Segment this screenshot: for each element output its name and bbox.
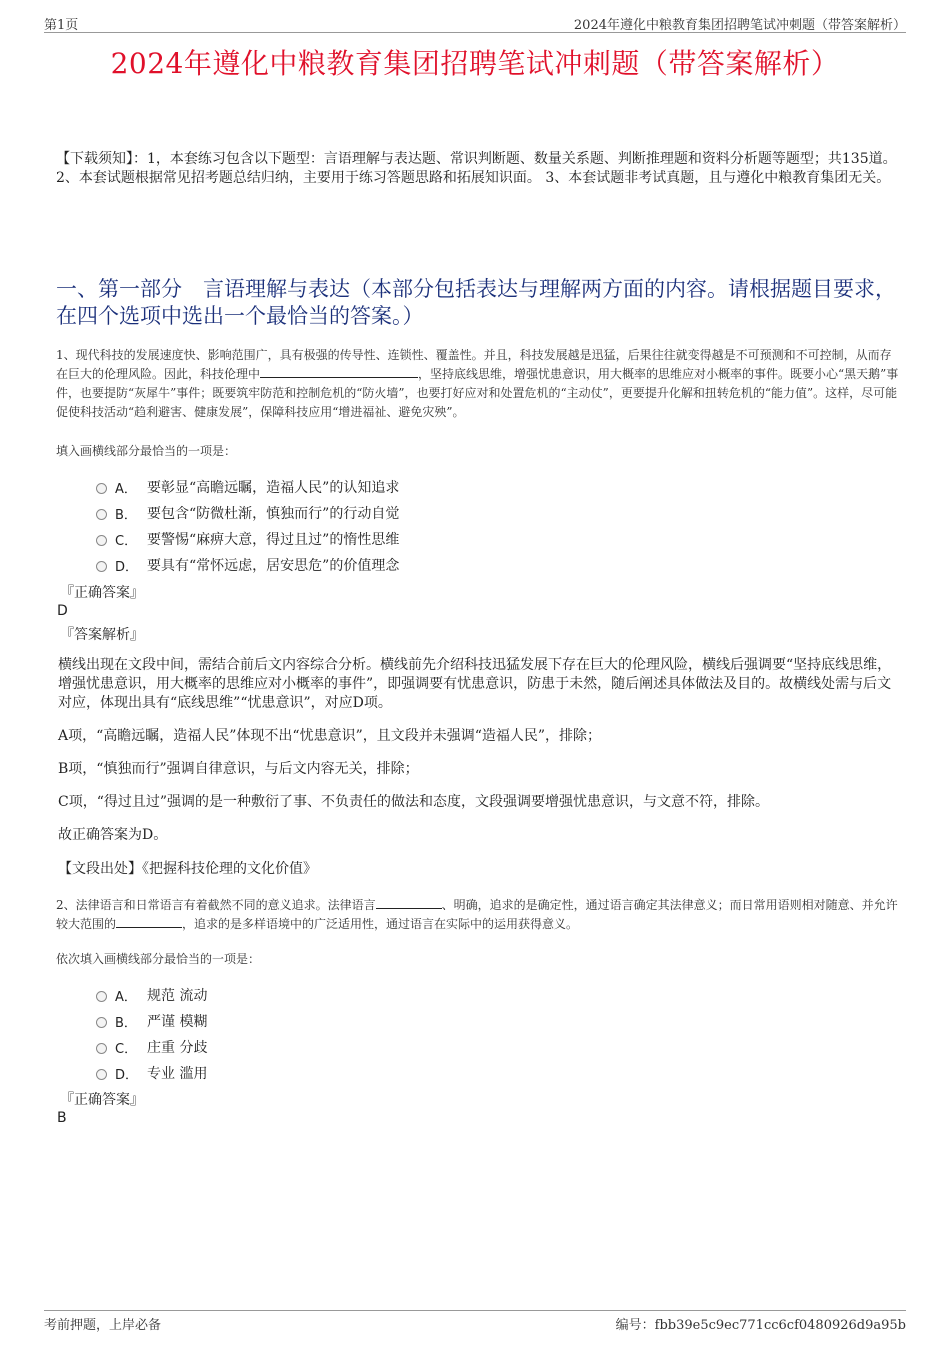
question-2-blank-1 <box>376 896 442 909</box>
document-title: 2024年遵化中粮教育集团招聘笔试冲刺题（带答案解析） <box>110 47 840 80</box>
question-1-text <box>56 346 901 422</box>
option-text: 要具有“常怀远虑，居安思危”的价值理念 <box>147 558 400 574</box>
option-text: 要包含“防微杜渐，慎独而行”的行动自觉 <box>147 506 400 522</box>
radio-icon[interactable] <box>96 483 107 494</box>
question-1-blank <box>260 365 418 378</box>
question-1-text-part2: ，坚持底线思维，增强忧患意识，用大概率的思维应对小概率的事件。既要小心“黑天鹅”事件，也要提防“灰犀牛”事件；既要筑牢防范和控制危机的“防火墙”，也要打好应对和处置危机的“主动仗”，更要提升化解和扭转危机的“能力值”。这样，尽可能促使科技活动“趋利避害、健康发展”，保障科技应用“增进福祉、避免灾殃”。 <box>56 367 899 419</box>
radio-icon[interactable] <box>96 1069 107 1080</box>
question-2-text-part2: 、明确，追求的是确定性，通过语言确定其法律意义；而日常用语则相对随意、并允许较大范围的 <box>56 898 898 931</box>
question-1-source: 【文段出处】《把握科技伦理的文化价值》 <box>58 861 317 877</box>
question-2-blank-2 <box>116 915 182 928</box>
radio-icon[interactable] <box>96 991 107 1002</box>
footer-document-id: 编号：fbb39e5c9ec771cc6cf0480926d9a95b <box>615 1318 906 1333</box>
option-letter: A． <box>115 481 137 497</box>
radio-icon[interactable] <box>96 1043 107 1054</box>
download-notice: 【下载须知】：1，本套练习包含以下题型：言语理解与表达题、常识判断题、数量关系题、判断推理题和资料分析题等题型；共135道。 2、本套试题根据常见招考题总结归纳，主要用于练习答题思路和拓展知识面。 3、本套试题非考试真题，且与遵化中粮教育集团无关。 <box>56 151 897 186</box>
radio-icon[interactable] <box>96 561 107 572</box>
question-2-option-a[interactable] <box>96 985 207 1005</box>
option-letter: A． <box>115 989 137 1005</box>
question-1-option-b[interactable] <box>96 503 399 523</box>
option-letter: C． <box>115 1041 138 1057</box>
question-1-analysis-b: B项，“慎独而行”强调自律意识，与后文内容无关，排除； <box>58 761 419 777</box>
option-text: 要彰显“高瞻远瞩，造福人民”的认知追求 <box>147 480 400 496</box>
question-2-answer: B <box>57 1110 67 1126</box>
question-1-option-c[interactable] <box>96 529 399 549</box>
question-1-analysis-a: A项，“高瞻远瞩，造福人民”体现不出“忧患意识”，且文段并未强调“造福人民”，排除； <box>58 728 602 744</box>
option-text: 严谨 模糊 <box>147 1014 208 1030</box>
option-letter: D． <box>115 1067 139 1083</box>
question-2-option-b[interactable] <box>96 1011 207 1031</box>
radio-icon[interactable] <box>96 1017 107 1028</box>
question-1-prompt: 填入画横线部分最恰当的一项是： <box>56 444 237 458</box>
section-heading: 一、第一部分 言语理解与表达（本部分包括表达与理解两方面的内容。请根据题目要求，在四个选项中选出一个最恰当的答案。） <box>56 277 896 328</box>
question-2-text-part1: 2、法律语言和日常语言有着截然不同的意义追求。法律语言 <box>56 898 376 912</box>
question-1-analysis-main: 横线出现在文段中间，需结合前后文内容综合分析。横线前先介绍科技迅猛发展下存在巨大的伦理风险，横线后强调要“坚持底线思维，增强忧患意识，用大概率的思维应对小概率的事件”，即强调要有忧患意识，防患于未然，随后阐述具体做法及目的。故横线处需与后文对应，体现出具有“底线思维”“忧患意识”，对应D项。 <box>58 657 892 711</box>
header-divider <box>44 32 906 33</box>
question-2-option-d[interactable] <box>96 1063 207 1083</box>
option-letter: B． <box>115 1015 137 1031</box>
question-1-answer: D <box>57 603 68 619</box>
question-1-analysis-label: 『答案解析』 <box>60 627 144 643</box>
question-1-analysis-c: C项，“得过且过”强调的是一种敷衍了事、不负责任的做法和态度，文段强调要增强忧患意识，与文意不符，排除。 <box>58 794 770 810</box>
option-text: 规范 流动 <box>147 988 208 1004</box>
question-2-prompt: 依次填入画横线部分最恰当的一项是： <box>56 952 261 966</box>
footer-divider <box>44 1310 906 1311</box>
option-text: 庄重 分歧 <box>147 1040 208 1056</box>
option-letter: C． <box>115 533 138 549</box>
option-letter: B． <box>115 507 137 523</box>
option-text: 要警惕“麻痹大意，得过且过”的惰性思维 <box>147 532 400 548</box>
question-1-text-part1: 1、现代科技的发展速度快、影响范围广，具有极强的传导性、连锁性、覆盖性。并且，科技发展越是迅猛，后果往往就变得越是不可预测和不可控制，从而存在巨大的伦理风险。因此，科技伦理中 <box>56 348 892 381</box>
question-2-option-c[interactable] <box>96 1037 207 1057</box>
question-1-answer-label: 『正确答案』 <box>60 585 144 601</box>
option-text: 专业 滥用 <box>147 1066 208 1082</box>
question-1-option-a[interactable] <box>96 477 399 497</box>
page-number: 第1页 <box>44 18 79 33</box>
running-header-title: 2024年遵化中粮教育集团招聘笔试冲刺题（带答案解析） <box>573 18 906 33</box>
radio-icon[interactable] <box>96 535 107 546</box>
question-1-conclusion: 故正确答案为D。 <box>58 827 168 843</box>
question-2-text-part3: ，追求的是多样语境中的广泛适用性，通过语言在实际中的运用获得意义。 <box>182 917 579 931</box>
footer-slogan: 考前押题，上岸必备 <box>44 1318 162 1333</box>
question-2-answer-label: 『正确答案』 <box>60 1092 144 1108</box>
question-1-option-d[interactable] <box>96 555 399 575</box>
question-2-text <box>56 896 901 934</box>
option-letter: D． <box>115 559 139 575</box>
radio-icon[interactable] <box>96 509 107 520</box>
